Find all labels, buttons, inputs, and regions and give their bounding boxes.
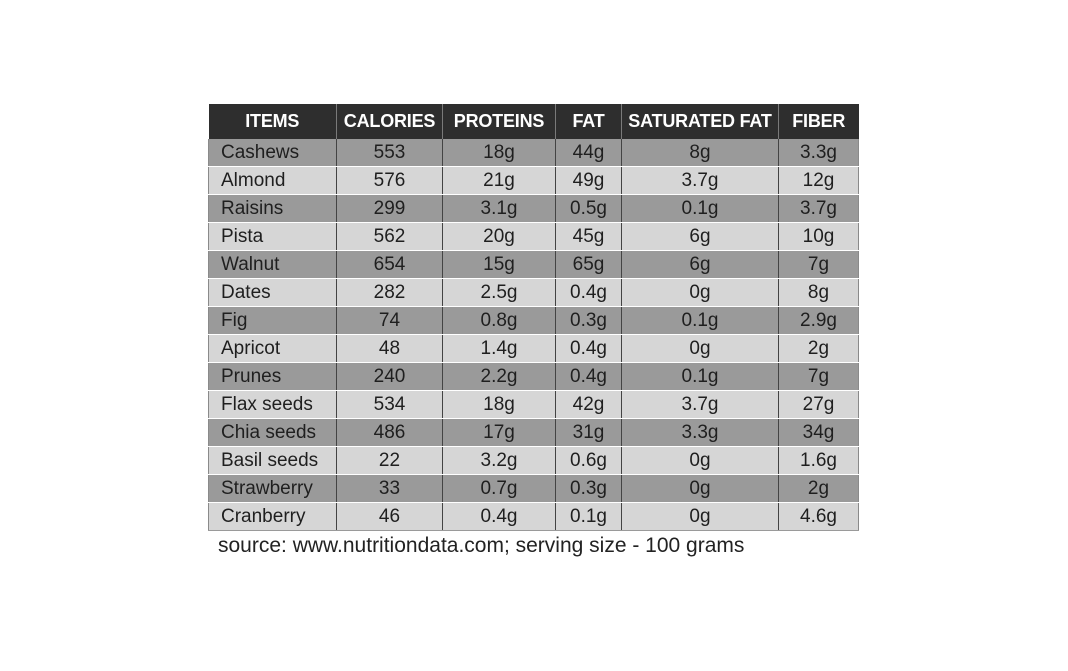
cell-item: Walnut [209, 251, 337, 279]
cell-calories: 576 [337, 167, 443, 195]
cell-fiber: 2.9g [779, 307, 859, 335]
cell-calories: 74 [337, 307, 443, 335]
cell-proteins: 18g [443, 391, 556, 419]
table-row [209, 223, 859, 251]
cell-proteins: 3.2g [443, 447, 556, 475]
cell-fat: 0.1g [556, 503, 622, 531]
cell-item: Cashews [209, 139, 337, 167]
cell-proteins: 3.1g [443, 195, 556, 223]
cell-fat: 49g [556, 167, 622, 195]
cell-fiber: 2g [779, 475, 859, 503]
cell-saturated-fat: 3.3g [622, 419, 779, 447]
cell-item: Pista [209, 223, 337, 251]
cell-item: Flax seeds [209, 391, 337, 419]
cell-saturated-fat: 0.1g [622, 195, 779, 223]
cell-fat: 45g [556, 223, 622, 251]
cell-proteins: 2.2g [443, 363, 556, 391]
cell-proteins: 0.4g [443, 503, 556, 531]
cell-proteins: 15g [443, 251, 556, 279]
cell-item: Apricot [209, 335, 337, 363]
cell-saturated-fat: 0.1g [622, 363, 779, 391]
cell-fiber: 3.3g [779, 139, 859, 167]
cell-calories: 33 [337, 475, 443, 503]
header-items: ITEMS [209, 104, 337, 139]
cell-fiber: 12g [779, 167, 859, 195]
cell-fat: 0.5g [556, 195, 622, 223]
table-row [209, 167, 859, 195]
cell-fat: 0.3g [556, 307, 622, 335]
cell-calories: 486 [337, 419, 443, 447]
table-row [209, 447, 859, 475]
cell-item: Basil seeds [209, 447, 337, 475]
header-fiber: FIBER [779, 104, 859, 139]
cell-fat: 0.4g [556, 363, 622, 391]
table-row [209, 335, 859, 363]
cell-saturated-fat: 6g [622, 251, 779, 279]
cell-fat: 0.4g [556, 279, 622, 307]
cell-calories: 46 [337, 503, 443, 531]
cell-item: Prunes [209, 363, 337, 391]
table-body [209, 139, 859, 531]
cell-proteins: 2.5g [443, 279, 556, 307]
cell-saturated-fat: 3.7g [622, 391, 779, 419]
cell-calories: 534 [337, 391, 443, 419]
header-calories: CALORIES [337, 104, 443, 139]
cell-fat: 65g [556, 251, 622, 279]
cell-saturated-fat: 0g [622, 279, 779, 307]
nutrition-table [208, 104, 859, 531]
cell-calories: 654 [337, 251, 443, 279]
cell-calories: 299 [337, 195, 443, 223]
cell-calories: 240 [337, 363, 443, 391]
cell-fiber: 10g [779, 223, 859, 251]
table-header-row [209, 104, 859, 139]
cell-proteins: 0.8g [443, 307, 556, 335]
table-row [209, 251, 859, 279]
cell-saturated-fat: 8g [622, 139, 779, 167]
cell-fat: 0.4g [556, 335, 622, 363]
source-note: source: www.nutritiondata.com; serving size - 100 grams [218, 534, 745, 557]
table-row [209, 475, 859, 503]
cell-item: Almond [209, 167, 337, 195]
cell-fiber: 4.6g [779, 503, 859, 531]
table-row [209, 307, 859, 335]
header-proteins: PROTEINS [443, 104, 556, 139]
cell-proteins: 21g [443, 167, 556, 195]
cell-item: Strawberry [209, 475, 337, 503]
cell-calories: 562 [337, 223, 443, 251]
cell-saturated-fat: 3.7g [622, 167, 779, 195]
header-fat: FAT [556, 104, 622, 139]
cell-calories: 48 [337, 335, 443, 363]
cell-calories: 22 [337, 447, 443, 475]
cell-item: Chia seeds [209, 419, 337, 447]
cell-fiber: 3.7g [779, 195, 859, 223]
cell-fiber: 34g [779, 419, 859, 447]
table-row [209, 279, 859, 307]
cell-fat: 44g [556, 139, 622, 167]
table-row [209, 363, 859, 391]
cell-fiber: 27g [779, 391, 859, 419]
cell-saturated-fat: 0g [622, 447, 779, 475]
cell-fat: 0.3g [556, 475, 622, 503]
table-row [209, 139, 859, 167]
cell-saturated-fat: 0g [622, 335, 779, 363]
table-row [209, 419, 859, 447]
cell-saturated-fat: 0.1g [622, 307, 779, 335]
cell-fiber: 2g [779, 335, 859, 363]
cell-proteins: 18g [443, 139, 556, 167]
cell-saturated-fat: 0g [622, 503, 779, 531]
cell-fiber: 1.6g [779, 447, 859, 475]
cell-saturated-fat: 6g [622, 223, 779, 251]
cell-item: Cranberry [209, 503, 337, 531]
table-row [209, 195, 859, 223]
table-row [209, 503, 859, 531]
cell-proteins: 1.4g [443, 335, 556, 363]
cell-fiber: 7g [779, 251, 859, 279]
cell-fat: 42g [556, 391, 622, 419]
cell-proteins: 17g [443, 419, 556, 447]
cell-fiber: 8g [779, 279, 859, 307]
cell-proteins: 0.7g [443, 475, 556, 503]
cell-calories: 553 [337, 139, 443, 167]
cell-fiber: 7g [779, 363, 859, 391]
table-row [209, 391, 859, 419]
cell-calories: 282 [337, 279, 443, 307]
cell-item: Raisins [209, 195, 337, 223]
cell-saturated-fat: 0g [622, 475, 779, 503]
header-saturated-fat: SATURATED FAT [622, 104, 779, 139]
cell-fat: 0.6g [556, 447, 622, 475]
cell-item: Fig [209, 307, 337, 335]
cell-item: Dates [209, 279, 337, 307]
cell-proteins: 20g [443, 223, 556, 251]
cell-fat: 31g [556, 419, 622, 447]
